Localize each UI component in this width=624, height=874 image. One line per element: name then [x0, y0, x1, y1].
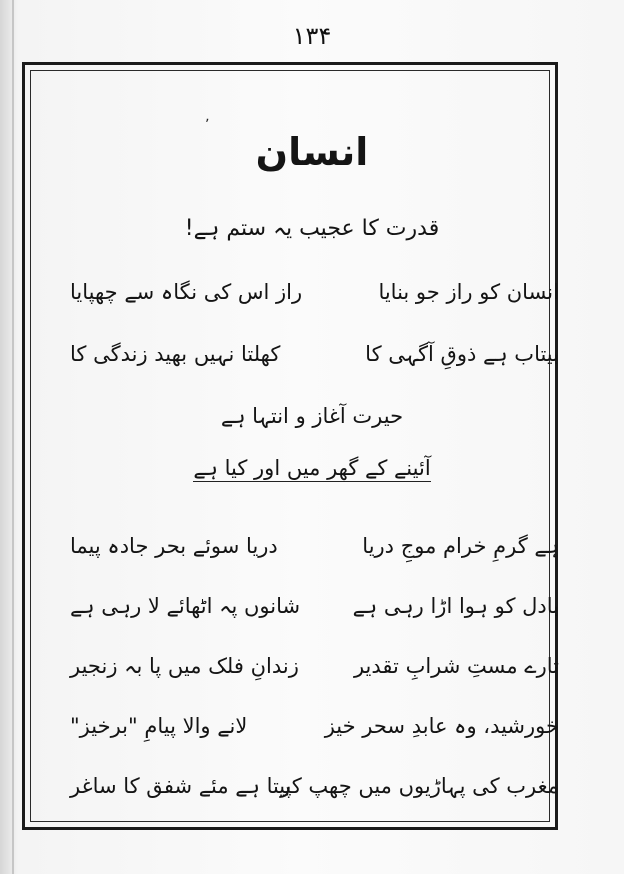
couplet-4-second-line: شانوں پہ اٹھائے لا رہی ہے — [70, 594, 301, 618]
page-border-inner — [30, 70, 550, 822]
couplet-5-second-line: زندانِ فلک میں پا بہ زنجیر — [70, 654, 299, 678]
couplet-7-first-line: مغرب کی پہاڑیوں میں چھپ کر — [280, 774, 559, 798]
couplet-6-first-line: خورشید، وہ عابدِ سحر خیز — [324, 714, 559, 738]
couplet-7-second-line: پیتا ہے مئے شفق کا ساغر — [70, 774, 292, 798]
couplet-6-second-line: لانے والا پیامِ "برخیز" — [70, 714, 248, 738]
couplet-3-first-line: ہے گرمِ خرام موجِ دریا — [362, 534, 559, 558]
couplet-5-first-line: تارے مستِ شرابِ تقدیر — [353, 654, 559, 678]
couplet-1-first-line: انسان کو راز جو بنایا — [378, 280, 559, 304]
poem-subtitle: قدرت کا عجیب یہ ستم ہے! — [184, 216, 440, 241]
center-line-1: حیرت آغاز و انتہا ہے — [220, 404, 404, 428]
couplet-1-second-line: راز اس کی نگاہ سے چھپایا — [70, 280, 303, 304]
center-line-2-text: آئینے کے گھر میں اور کیا ہے — [193, 456, 431, 480]
poem-title: انسان — [255, 130, 369, 174]
center-line-2 — [0, 456, 624, 480]
couplet-3-second-line: دریا سوئے بحر جادہ پیما — [70, 534, 278, 558]
couplet-4-first-line: بادل کو ہوا اڑا رہی ہے — [352, 594, 559, 618]
couplet-2-first-line: بیتاب ہے ذوقِ آگہی کا — [365, 342, 559, 366]
page-number: ۱۳۴ — [292, 22, 332, 50]
couplet-2-second-line: کھلتا نہیں بھید زندگی کا — [70, 342, 281, 366]
margin-mark: ʼ — [205, 117, 210, 133]
